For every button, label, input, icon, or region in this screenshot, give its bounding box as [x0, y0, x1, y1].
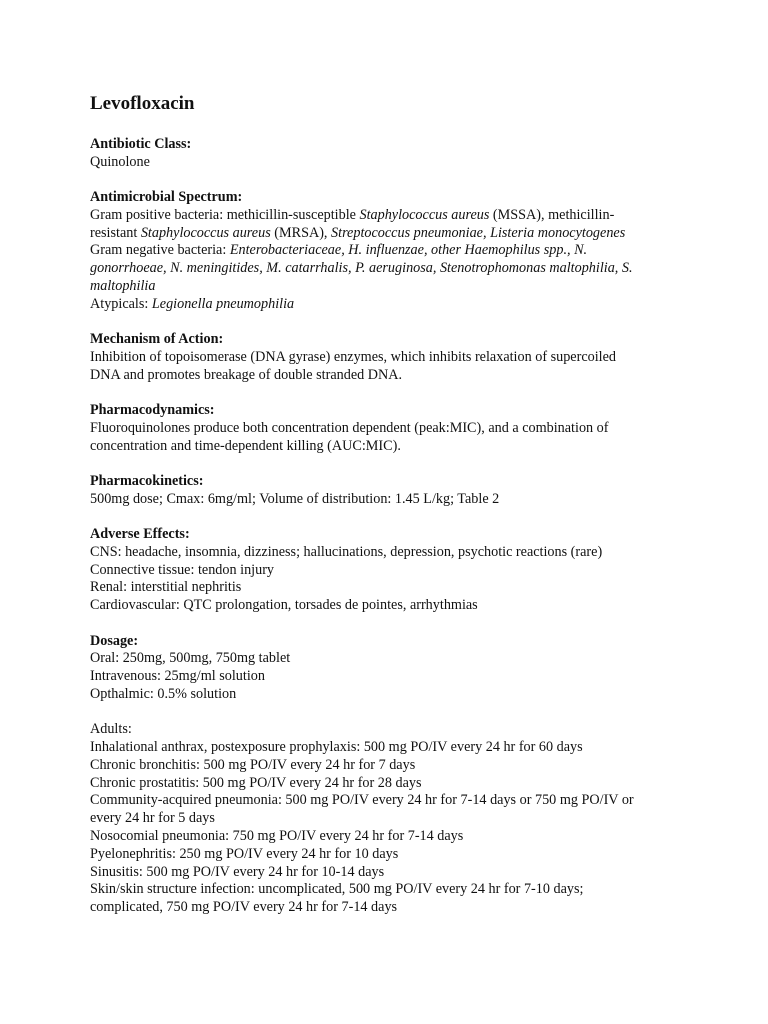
list-item: CNS: headache, insomnia, dizziness; hallucinations, depression, psychotic reactions (rare) — [90, 543, 603, 560]
text-run: Gram positive bacteria: methicillin-susceptible — [90, 206, 360, 223]
text-line — [90, 225, 690, 243]
document-title: Levofloxacin — [90, 93, 195, 114]
list-item: Nosocomial pneumonia: 750 mg PO/IV every 24 hr for 7-14 days — [90, 828, 464, 844]
text-run: Gram negative bacteria: — [90, 242, 230, 259]
list-item: Pyelonephritis: 250 mg PO/IV every 24 hr for 10 days — [90, 845, 399, 862]
text-line — [90, 296, 690, 314]
organism-name: Legionella pneumophilia — [151, 295, 295, 312]
list-item: complicated, 750 mg PO/IV every 24 hr for 7-14 days — [90, 899, 398, 916]
text-run: (MRSA), — [270, 224, 332, 241]
text-line — [90, 207, 690, 225]
organism-name: maltophilia — [90, 278, 156, 295]
section-mechanism-of-action — [90, 331, 690, 384]
list-item: Cardiovascular: QTC prolongation, torsades de pointes, arrhythmias — [90, 597, 478, 614]
list-item: Opthalmic: 0.5% solution — [90, 685, 237, 702]
section-dosage — [90, 633, 690, 704]
section-antibiotic-class — [90, 136, 690, 172]
organism-name: Staphylococcus aureus — [359, 206, 490, 223]
list-item: Sinusitis: 500 mg PO/IV every 24 hr for 10-14 days — [90, 863, 385, 880]
list-item: every 24 hr for 5 days — [90, 810, 215, 827]
organism-name: Staphylococcus aureus — [140, 224, 271, 241]
list-item: Community-acquired pneumonia: 500 mg PO/IV every 24 hr for 7-14 days or 750 mg PO/IV or — [90, 792, 634, 809]
text-run: resistant — [90, 224, 141, 241]
text-run: Atypicals: — [90, 295, 152, 312]
text-line — [90, 242, 690, 260]
list-item: Renal: interstitial nephritis — [90, 579, 242, 596]
list-item: Intravenous: 25mg/ml solution — [90, 668, 265, 685]
text-line: Fluoroquinolones produce both concentration dependent (peak:MIC), and a combination of — [90, 419, 609, 436]
section-heading: Mechanism of Action: — [90, 331, 224, 348]
section-pharmacodynamics — [90, 402, 690, 455]
section-heading: Pharmacokinetics: — [90, 472, 204, 489]
organism-name: Enterobacteriaceae, H. influenzae, other Haemophilus spp., N. — [229, 242, 588, 259]
text-line — [90, 278, 690, 296]
organism-name: gonorrhoeae, N. meningitides, M. catarrhalis, P. aeruginosa, Stenotrophomonas maltophilia, S. — [90, 260, 633, 277]
section-antimicrobial-spectrum — [90, 189, 690, 314]
list-item: Connective tissue: tendon injury — [90, 561, 275, 578]
section-heading: Adverse Effects: — [90, 526, 190, 543]
section-adverse-effects — [90, 526, 690, 615]
list-item: Chronic bronchitis: 500 mg PO/IV every 24 hr for 7 days — [90, 756, 416, 773]
section-pharmacokinetics — [90, 473, 690, 509]
section-heading: Antimicrobial Spectrum: — [90, 189, 243, 206]
list-item: Chronic prostatitis: 500 mg PO/IV every 24 hr for 28 days — [90, 774, 422, 791]
document-page — [90, 92, 690, 934]
text-line: concentration and time-dependent killing (AUC:MIC). — [90, 437, 401, 454]
text-line: Inhibition of topoisomerase (DNA gyrase) enzymes, which inhibits relaxation of supercoiled — [90, 348, 616, 365]
section-heading: Antibiotic Class: — [90, 136, 192, 152]
organism-name: Streptococcus pneumoniae, Listeria monocytogenes — [331, 224, 626, 241]
text-line: DNA and promotes breakage of double stranded DNA. — [90, 366, 403, 383]
section-heading: Adults: — [90, 721, 132, 738]
list-item: Oral: 250mg, 500mg, 750mg tablet — [90, 650, 291, 667]
list-item: Skin/skin structure infection: uncomplicated, 500 mg PO/IV every 24 hr for 7-10 days; — [90, 881, 584, 898]
list-item: Inhalational anthrax, postexposure prophylaxis: 500 mg PO/IV every 24 hr for 60 days — [90, 739, 583, 756]
text-line: 500mg dose; Cmax: 6mg/ml; Volume of distribution: 1.45 L/kg; Table 2 — [90, 490, 500, 507]
section-adults — [90, 721, 690, 917]
text-line — [90, 260, 690, 278]
text-run: (MSSA), methicillin- — [489, 206, 615, 223]
section-heading: Dosage: — [90, 632, 139, 649]
section-text: Quinolone — [90, 153, 150, 170]
section-heading: Pharmacodynamics: — [90, 402, 215, 419]
